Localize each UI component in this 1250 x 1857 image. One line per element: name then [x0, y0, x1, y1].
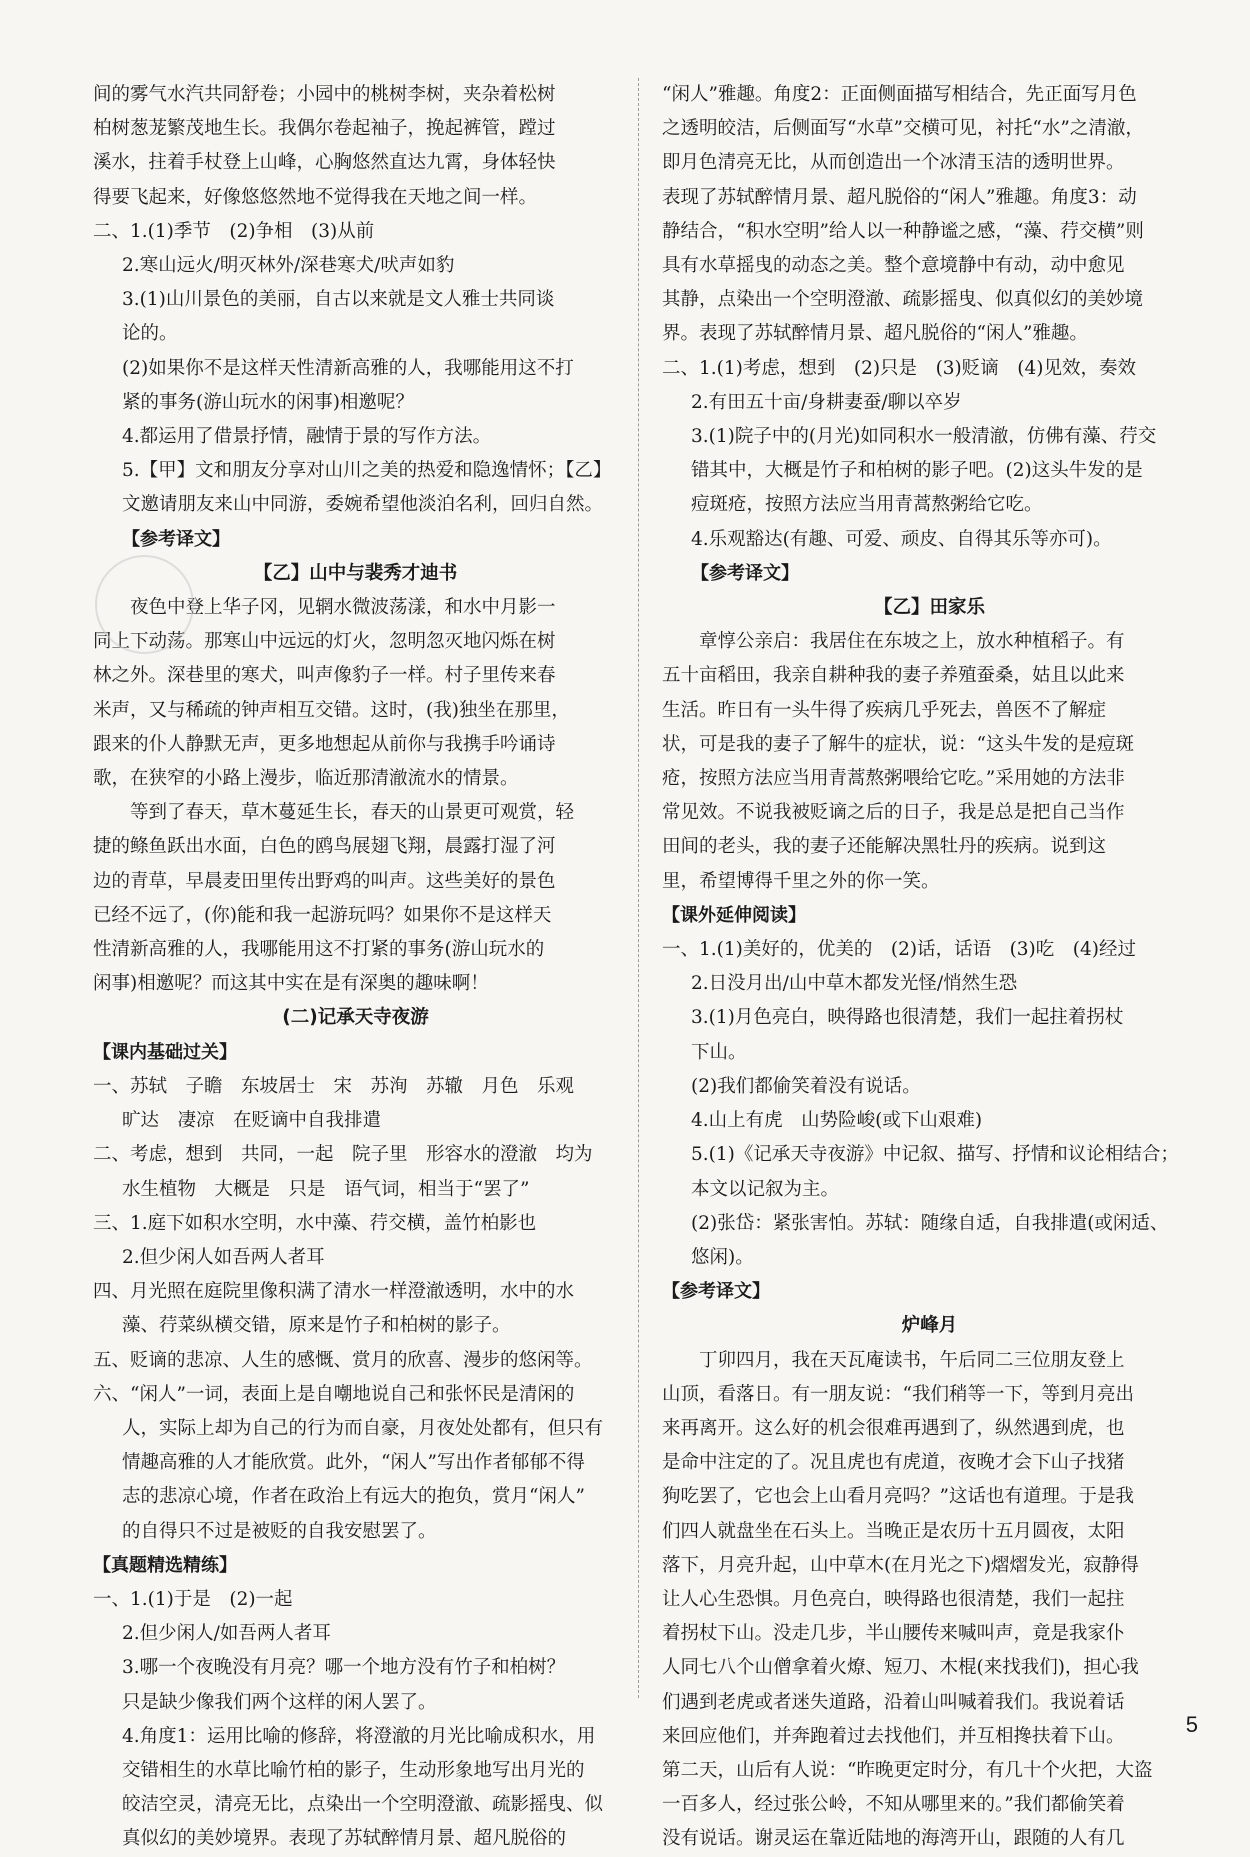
text-line: 5.【甲】文和朋友分享对山川之美的热爱和隐逸情怀；【乙】: [122, 460, 612, 482]
text-line: 4.角度1：运用比喻的修辞，将澄澈的月光比喻成积水，用: [122, 1725, 596, 1747]
right-column: [662, 78, 1197, 1857]
text-line: (2)我们都偷笑着没有说话。: [691, 1075, 921, 1097]
text-line: 交错相生的水草比喻竹柏的影子，生动形象地写出月光的: [122, 1759, 585, 1781]
text-line: 错其中，大概是竹子和柏树的影子吧。(2)这头牛发的是: [691, 460, 1143, 482]
text-line: 3.(1)山川景色的美丽，自古以来就是文人雅士共同谈: [122, 289, 555, 311]
text-line: 们四人就盘坐在石头上。当晚正是农历十五月圆夜，太阳: [662, 1520, 1125, 1542]
text-line: 们遇到老虎或者迷失道路，沿着山叫喊着我们。我说着话: [662, 1691, 1125, 1713]
text-line: 痘斑疮，按照方法应当用青蒿熬粥给它吃。: [691, 494, 1043, 516]
text-line: 4.山上有虎 山势险峻(或下山艰难): [691, 1110, 983, 1132]
text-line: 水生植物 大概是 只是 语气词，相当于“罢了”: [122, 1178, 530, 1200]
text-line: 即月色清亮无比，从而创造出一个冰清玉洁的透明世界。: [662, 152, 1125, 174]
text-line: 一百多人，经过张公岭，不知从哪里来的。”我们都偷笑着: [662, 1794, 1125, 1816]
text-line: 悠闲)。: [691, 1246, 754, 1268]
text-line: 紧的事务(游山玩水的闲事)相邀呢？: [122, 391, 414, 413]
text-line: 藻、荇菜纵横交错，原来是竹子和柏树的影子。: [122, 1315, 511, 1337]
text-line: 静结合，“积水空明”给人以一种静谧之感，“藻、荇交横”则: [662, 220, 1144, 242]
text-line: 2.但少闲人如吾两人者耳: [122, 1246, 325, 1268]
text-line: 里，希望博得千里之外的你一笑。: [662, 870, 940, 892]
text-line: 三、1.庭下如积水空明，水中藻、荇交横，盖竹柏影也: [93, 1212, 537, 1234]
text-line: 【乙】田家乐: [873, 597, 985, 619]
text-line: 界。表现了苏轼醉情月景、超凡脱俗的“闲人”雅趣。: [662, 323, 1088, 345]
text-line: 真似幻的美妙境界。表现了苏轼醉情月景、超凡脱俗的: [122, 1828, 567, 1850]
text-line: 2.日没月出/山中草木都发光怪/悄然生恐: [691, 973, 1018, 995]
text-line: 四、月光照在庭院里像积满了清水一样澄澈透明，水中的水: [93, 1281, 575, 1303]
text-line: 志的悲凉心境，作者在政治上有远大的抱负，赏月“闲人”: [122, 1486, 585, 1508]
text-line: 捷的鲦鱼跃出水面，白色的鸥鸟展翅飞翔，晨露打湿了河: [93, 836, 556, 858]
text-line: 本文以记叙为主。: [691, 1178, 840, 1200]
text-line: 让人心生恐惧。月色亮白，映得路也很清楚，我们一起拄: [662, 1588, 1125, 1610]
text-line: 一、1.(1)于是 (2)一起: [93, 1588, 293, 1610]
text-line: 边的青草，早晨麦田里传出野鸡的叫声。这些美好的景色: [93, 870, 556, 892]
text-line: 歌，在狭窄的小路上漫步，临近那清澈流水的情景。: [93, 768, 519, 790]
text-line: 六、“闲人”一词，表面上是自嘲地说自己和张怀民是清闲的: [93, 1383, 575, 1405]
text-line: 落下，月亮升起，山中草木(在月光之下)熠熠发光，寂静得: [662, 1554, 1139, 1576]
text-line: 米声，又与稀疏的钟声相互交错。这时，(我)独坐在那里，: [93, 699, 570, 721]
text-line: 论的。: [122, 323, 178, 345]
text-line: 【参考译文】: [122, 528, 230, 550]
text-line: 五、贬谪的悲凉、人生的感慨、赏月的欣喜、漫步的悠闲等。: [93, 1349, 593, 1371]
text-line: 3.哪一个夜晚没有月亮？哪一个地方没有竹子和柏树？: [122, 1657, 566, 1679]
text-line: 二、考虑，想到 共同，一起 院子里 形容水的澄澈 均为: [93, 1144, 593, 1166]
text-line: (2)如果你不是这样天性清新高雅的人，我哪能用这不打: [122, 357, 574, 379]
text-line: 4.乐观豁达(有趣、可爱、顽皮、自得其乐等亦可)。: [691, 528, 1112, 550]
text-line: 只是缺少像我们两个这样的闲人罢了。: [122, 1691, 437, 1713]
column-divider: [638, 78, 639, 1698]
text-line: 狗吃罢了，它也会上山看月亮吗？”这话也有道理。于是我: [662, 1486, 1134, 1508]
text-line: 【参考译文】: [691, 562, 799, 584]
text-line: 闲事)相邀呢？而这其中实在是有深奥的趣味啊！: [93, 973, 489, 995]
text-line: 章惇公亲启：我居住在东坡之上，放水种植稻子。有: [699, 631, 1125, 653]
text-line: 林之外。深巷里的寒犬，叫声像豹子一样。村子里传来春: [93, 665, 556, 687]
text-line: 间的雾气水汽共同舒卷；小园中的桃树李树，夹杂着松树: [93, 84, 556, 105]
text-line: 第二天，山后有人说：“昨晚更定时分，有几十个火把，大盗: [662, 1759, 1153, 1781]
text-line: 3.(1)月色亮白，映得路也很清楚，我们一起拄着拐杖: [691, 1007, 1124, 1029]
text-line: 柏树葱茏繁茂地生长。我偶尔卷起袖子，挽起裤管，蹚过: [93, 118, 556, 140]
text-line: 【参考译文】: [662, 1281, 770, 1303]
text-line: 着拐杖下山。没走几步，半山腰传来喊叫声，竟是我家仆: [662, 1623, 1125, 1645]
text-line: 状，可是我的妻子了解牛的症状，说：“这头牛发的是痘斑: [662, 733, 1134, 755]
text-line: 其静，点染出一个空明澄澈、疏影摇曳、似真似幻的美妙境: [662, 289, 1144, 311]
text-line: 五十亩稻田，我亲自耕种我的妻子养殖蚕桑，姑且以此来: [662, 665, 1125, 687]
text-line: 二、1.(1)季节 (2)争相 (3)从前: [93, 220, 375, 242]
text-line: (二)记承天寺夜游: [282, 1007, 429, 1029]
text-line: 2.寒山远火/明灭林外/深巷寒犬/吠声如豹: [122, 255, 455, 277]
text-line: 得要飞起来，好像悠悠然地不觉得我在天地之间一样。: [93, 186, 538, 208]
text-line: 2.有田五十亩/身耕妻蚕/聊以卒岁: [691, 391, 962, 413]
text-line: 炉峰月: [901, 1315, 958, 1337]
text-line: 2.但少闲人/如吾两人者耳: [122, 1623, 331, 1645]
text-line: 之透明皎洁，后侧面写“水草”交横可见，衬托“水”之清澈，: [662, 118, 1144, 140]
text-line: “闲人”雅趣。角度2：正面侧面描写相结合，先正面写月色: [662, 84, 1137, 105]
text-line: 二、1.(1)考虑，想到 (2)只是 (3)贬谪 (4)见效，奏效: [662, 357, 1136, 379]
text-line: 性清新高雅的人，我哪能用这不打紧的事务(游山玩水的: [93, 939, 545, 961]
text-line: 同上下动荡。那寒山中远远的灯火，忽明忽灭地闪烁在树: [93, 631, 556, 653]
text-line: 常见效。不说我被贬谪之后的日子，我是总是把自己当作: [662, 802, 1125, 824]
text-line: 来回应他们，并奔跑着过去找他们，并互相搀扶着下山。: [662, 1725, 1125, 1747]
text-line: 是命中注定的了。况且虎也有虎道，夜晚才会下山子找猪: [662, 1452, 1125, 1474]
text-line: 人同七八个山僧拿着火燎、短刀、木棍(来找我们)，担心我: [662, 1657, 1139, 1679]
watermark-seal: [95, 555, 194, 654]
text-line: 皎洁空灵，清亮无比，点染出一个空明澄澈、疏影摇曳、似: [122, 1794, 604, 1816]
text-line: 一、苏轼 子瞻 东坡居士 宋 苏洵 苏辙 月色 乐观: [93, 1075, 575, 1097]
text-line: 跟来的仆人静默无声，更多地想起从前你与我携手吟诵诗: [93, 733, 556, 755]
text-line: 疮，按照方法应当用青蒿熬粥喂给它吃。”采用她的方法非: [662, 768, 1125, 790]
text-line: 文邀请朋友来山中同游，委婉希望他淡泊名利，回归自然。: [122, 494, 604, 516]
text-line: 下山。: [691, 1041, 747, 1063]
page-number: 5: [1185, 1712, 1198, 1737]
text-line: 【真题精选精练】: [93, 1554, 237, 1576]
text-line: 【课外延伸阅读】: [662, 904, 806, 926]
text-line: 4.都运用了借景抒情，融情于景的写作方法。: [122, 426, 492, 448]
text-line: 没有说话。谢灵运在靠近陆地的海湾开山，跟随的人有几: [662, 1828, 1125, 1850]
text-line: (2)张岱：紧张害怕。苏轼：随缘自适，自我排遣(或闲适、: [691, 1212, 1169, 1234]
text-line: 山顶，看落日。有一朋友说：“我们稍等一下，等到月亮出: [662, 1383, 1134, 1405]
text-line: 【乙】山中与裴秀才迪书: [253, 562, 458, 584]
text-line: 丁卯四月，我在天瓦庵读书，午后同二三位朋友登上: [699, 1349, 1125, 1371]
text-line: 【课内基础过关】: [93, 1041, 237, 1063]
text-line: 具有水草摇曳的动态之美。整个意境静中有动，动中愈见: [662, 255, 1125, 277]
text-line: 夜色中登上华子冈，见辋水微波荡漾，和水中月影一: [130, 597, 556, 619]
left-column: [93, 78, 618, 1857]
text-line: 田间的老头，我的妻子还能解决黑牡丹的疾病。说到这: [662, 836, 1107, 858]
text-line: 人，实际上却为自己的行为而自豪，月夜处处都有，但只有: [122, 1417, 604, 1439]
text-line: 表现了苏轼醉情月景、超凡脱俗的“闲人”雅趣。角度3：动: [662, 186, 1137, 208]
text-line: 情趣高雅的人才能欣赏。此外，“闲人”写出作者郁郁不得: [122, 1452, 585, 1474]
text-line: 旷达 凄凉 在贬谪中自我排遣: [122, 1110, 382, 1132]
text-line: 生活。昨日有一头牛得了疾病几乎死去，兽医不了解症: [662, 699, 1107, 721]
text-line: 5.(1)《记承天寺夜游》中记叙、描写、抒情和议论相结合；: [691, 1144, 1179, 1166]
text-line: 等到了春天，草木蔓延生长，春天的山景更可观赏，轻: [130, 802, 575, 824]
text-line: 一、1.(1)美好的，优美的 (2)话，话语 (3)吃 (4)经过: [662, 939, 1136, 961]
text-line: 3.(1)院子中的(月光)如同积水一般清澈，仿佛有藻、荇交: [691, 426, 1157, 448]
text-line: 已经不远了，(你)能和我一起游玩吗？如果你不是这样天: [93, 904, 552, 926]
text-line: 来再离开。这么好的机会很难再遇到了，纵然遇到虎，也: [662, 1417, 1125, 1439]
text-line: 溪水，拄着手杖登上山峰，心胸悠然直达九霄，身体轻快: [93, 152, 556, 174]
text-line: 的自得只不过是被贬的自我安慰罢了。: [122, 1520, 437, 1542]
